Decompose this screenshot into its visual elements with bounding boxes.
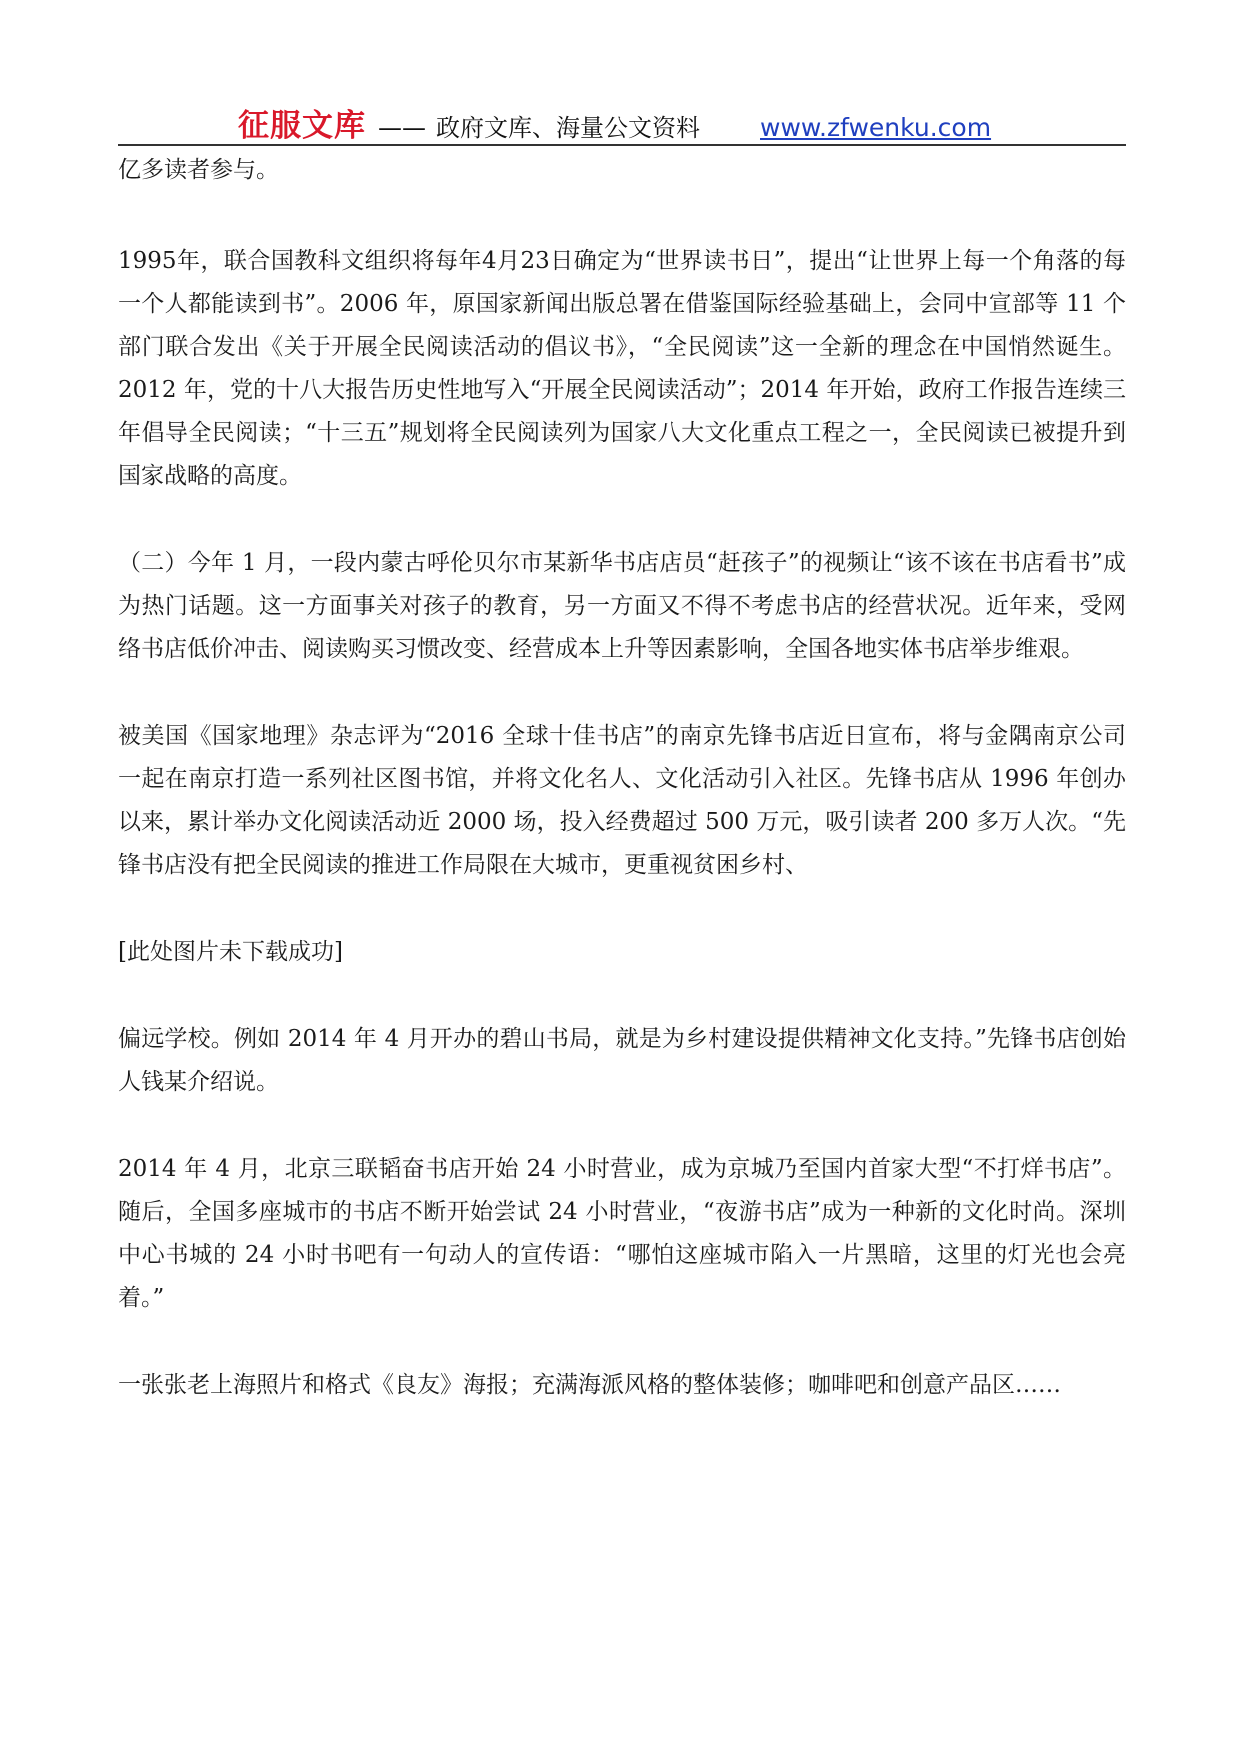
paragraph-6: 2014 年 4 月，北京三联韬奋书店开始 24 小时营业，成为京城乃至国内首家大型“不打烊书店”。随后，全国多座城市的书店不断开始尝试 24 小时营业，“夜游书店”成为一种新的文化时尚。深圳中心书城的 24 小时书吧有一句动人的宣传语：“哪怕这座城市陷入一片黑暗，这里的灯光也会亮着。” <box>118 1156 1126 1311</box>
header-banner <box>238 100 991 145</box>
paragraph-2: 1995年，联合国教科文组织将每年4月23日确定为“世界读书日”，提出“让世界上每一个角落的每一个人都能读到书”。2006 年，原国家新闻出版总署在借鉴国际经验基础上，会同中宣部等 11 个部门联合发出《关于开展全民阅读活动的倡议书》，“全民阅读”这一全新的理念在中国悄然诞生。2012 年，党的十八大报告历史性地写入“开展全民阅读活动”；2014 年开始，政府工作报告连续三年倡导全民阅读；“十三五”规划将全民阅读列为国家八大文化重点工程之一，全民阅读已被提升到国家战略的高度。 <box>118 248 1126 489</box>
site-url-link[interactable]: www.zfwenku.com <box>760 113 992 142</box>
header-tagline: 政府文库、海量公文资料 <box>436 114 700 142</box>
paragraph-3: （二）今年 1 月，一段内蒙古呼伦贝尔市某新华书店店员“赶孩子”的视频让“该不该在书店看书”成为热门话题。这一方面事关对孩子的教育，另一方面又不得不考虑书店的经营状况。近年来，受网络书店低价冲击、阅读购买习惯改变、经营成本上升等因素影响，全国各地实体书店举步维艰。 <box>118 550 1126 662</box>
paragraph-1: 亿多读者参与。 <box>118 157 279 183</box>
paragraph-4: 被美国《国家地理》杂志评为“2016 全球十佳书店”的南京先锋书店近日宣布，将与金隅南京公司一起在南京打造一系列社区图书馆，并将文化名人、文化活动引入社区。先锋书店从 1996 年创办以来，累计举办文化阅读活动近 2000 场，投入经费超过 500 万元，吸引读者 200 多万人次。“先锋书店没有把全民阅读的推进工作局限在大城市，更重视贫困乡村、 <box>118 723 1126 878</box>
image-missing-note: [此处图片未下载成功] <box>118 939 343 965</box>
page-header <box>118 96 1126 146</box>
paragraph-7: 一张张老上海照片和格式《良友》海报；充满海派风格的整体装修；咖啡吧和创意产品区…… <box>118 1372 1061 1398</box>
header-dash: —— <box>378 114 426 142</box>
brand-logo-text: 征服文库 <box>238 108 366 144</box>
paragraph-5: 偏远学校。例如 2014 年 4 月开办的碧山书局，就是为乡村建设提供精神文化支持。”先锋书店创始人钱某介绍说。 <box>118 1026 1126 1095</box>
document-body <box>118 149 1126 1451</box>
